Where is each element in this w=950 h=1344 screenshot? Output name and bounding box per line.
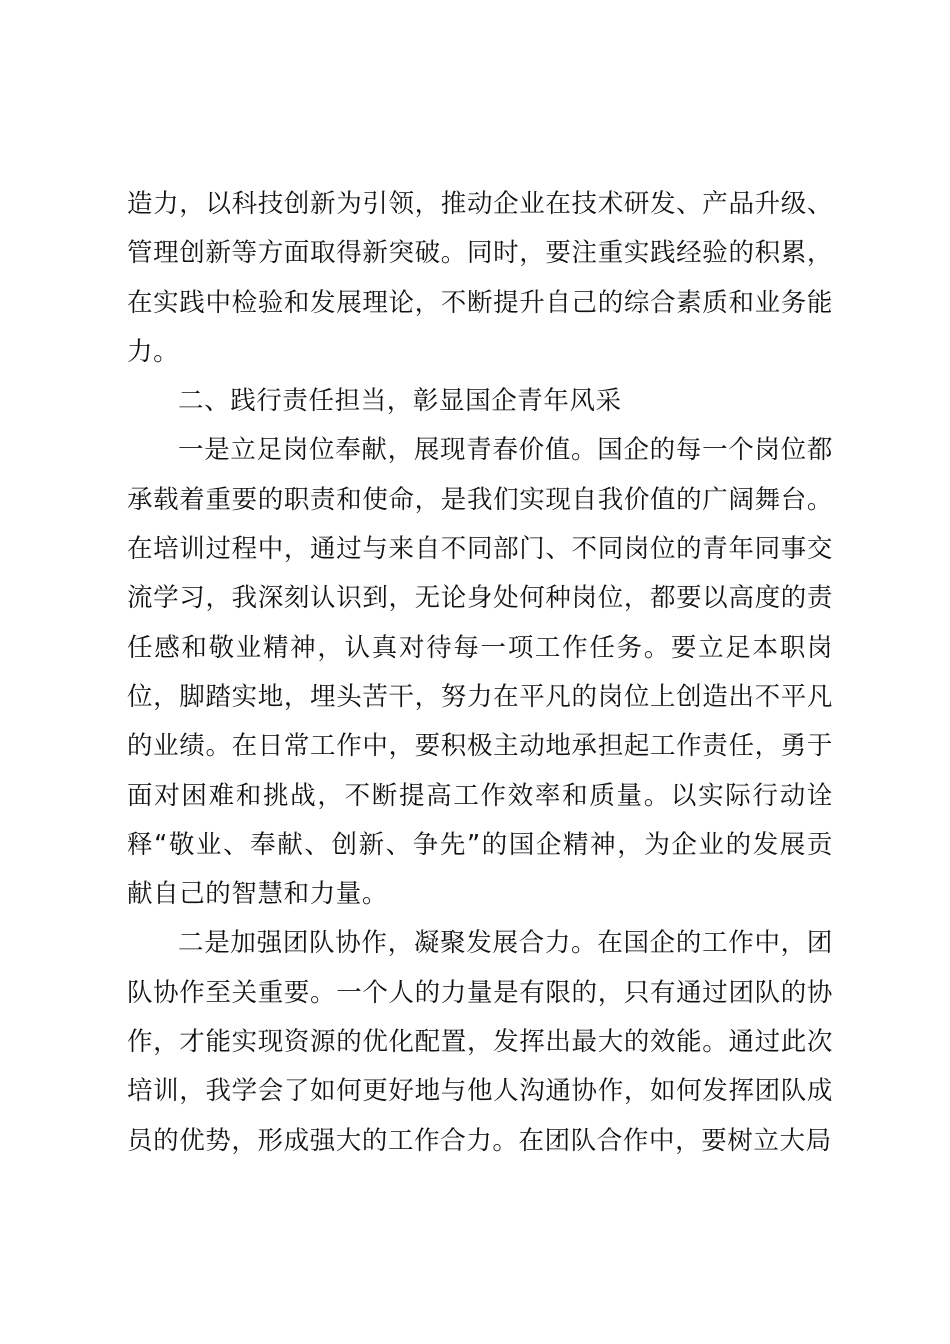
section-heading: 二、践行责任担当，彰显国企青年风采 [178, 386, 622, 417]
document-body [127, 180, 833, 1166]
paragraph-continuation: 造力，以科技创新为引领，推动企业在技术研发、产品升级、管理创新等方面取得新突破。同时，要注重实践经验的积累，在实践中检验和发展理论，不断提升自己的综合素质和业务能力。 [127, 189, 833, 367]
paragraph-post-dedication: 一是立足岗位奉献，展现青春价值。国企的每一个岗位都承载着重要的职责和使命，是我们实现自我价值的广阔舞台。在培训过程中，通过与来自不同部门、不同岗位的青年同事交流学习，我深刻认识到，无论身处何种岗位，都要以高度的责任感和敬业精神，认真对待每一项工作任务。要立足本职岗位，脚踏实地，埋头苦干，努力在平凡的岗位上创造出不平凡的业绩。在日常工作中，要积极主动地承担起工作责任，勇于面对困难和挑战，不断提高工作效率和质量。以实际行动诠释“敬业、奉献、创新、争先”的国企精神，为企业的发展贡献自己的智慧和力量。 [127, 435, 833, 910]
paragraph-team-collaboration: 二是加强团队协作，凝聚发展合力。在国企的工作中，团队协作至关重要。一个人的力量是有限的，只有通过团队的协作，才能实现资源的优化配置，发挥出最大的效能。通过此次培训，我学会了如何更好地与他人沟通协作，如何发挥团队成员的优势，形成强大的工作合力。在团队合作中，要树立大局 [127, 928, 833, 1156]
